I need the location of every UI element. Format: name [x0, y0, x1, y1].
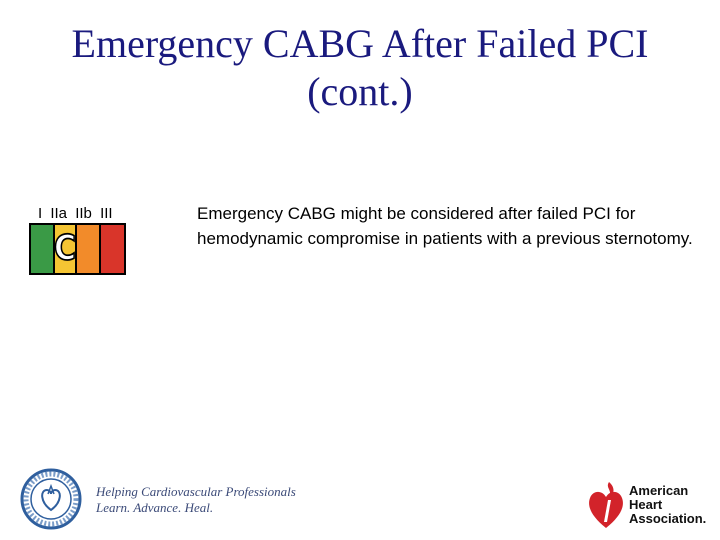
acc-tagline [96, 484, 296, 516]
class-iii-segment [101, 225, 124, 273]
acc-tagline-line-1: Helping Cardiovascular Professionals [96, 484, 296, 499]
recommendation-class-bar [29, 223, 126, 275]
class-i-segment [31, 225, 55, 273]
aha-name-line-3: Association. [629, 511, 707, 526]
recommendation-class-labels [38, 205, 117, 222]
aha-heart-torch-logo-icon [587, 478, 625, 530]
class-label-i: I [38, 205, 43, 222]
class-label-iib: IIb [75, 205, 92, 222]
class-label-iia: IIa [50, 205, 68, 222]
class-label-iii: III [100, 205, 113, 222]
class-iib-segment [77, 225, 101, 273]
title-line-1: Emergency CABG After Failed PCI [71, 21, 649, 66]
aha-name-line-2: Heart [629, 497, 663, 512]
recommendation-statement: Emergency CABG might be considered after failed PCI for hemodynamic compromise in patients with a previous sternotomy. [197, 204, 693, 248]
acc-tagline-line-2: Learn. Advance. Heal. [96, 500, 214, 515]
aha-name-line-1: American [629, 483, 689, 498]
acc-seal-logo-icon [20, 468, 82, 530]
title-line-2: (cont.) [307, 69, 413, 114]
aha-wordmark [629, 484, 706, 526]
level-of-evidence-badge: C [54, 228, 77, 269]
slide-title [0, 20, 720, 116]
